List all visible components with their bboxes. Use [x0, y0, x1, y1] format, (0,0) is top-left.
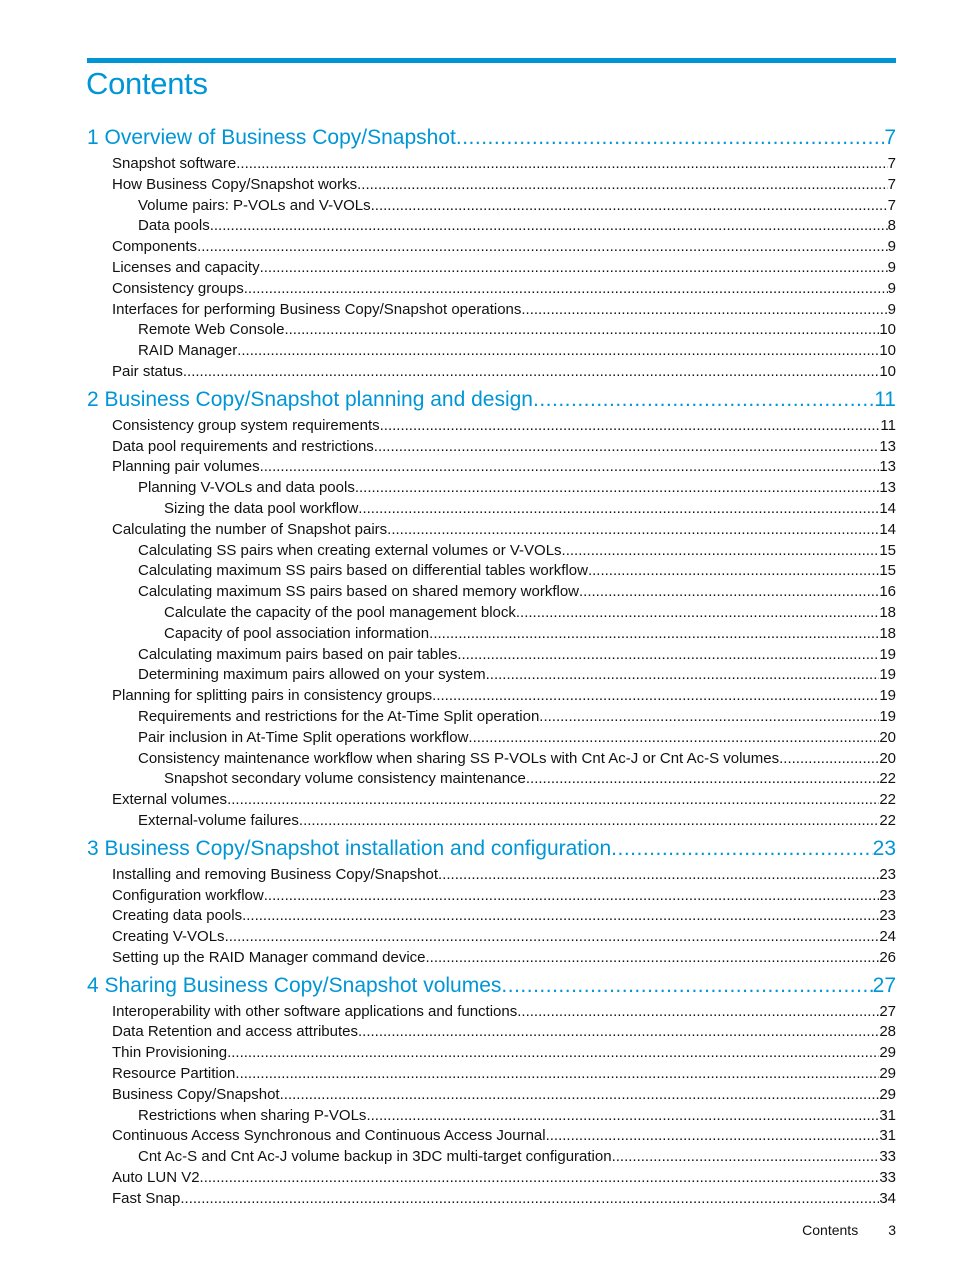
dot-leader [210, 216, 888, 237]
toc-section-entry-label: Snapshot software [112, 155, 237, 172]
dot-leader [562, 541, 880, 562]
toc-section-entry-page-number: 14 [879, 499, 896, 517]
toc-section-entry[interactable] [87, 279, 896, 300]
toc-section-entry[interactable] [87, 499, 896, 520]
dot-leader [516, 603, 879, 624]
dot-leader [180, 1189, 879, 1210]
toc-section-entry-label: Consistency maintenance workflow when sharing SS P-VOLs with Cnt Ac-J or Cnt Ac-S volumes [138, 749, 780, 767]
toc-section-entry-page-number: 9 [887, 238, 896, 256]
toc-section-entry-label: Business Copy/Snapshot [112, 1085, 280, 1103]
toc-section-entry-page-number: 22 [879, 791, 896, 809]
page-footer [802, 1222, 896, 1238]
toc-section-entry-page-number: 7 [887, 196, 896, 214]
dot-leader [284, 320, 879, 341]
dot-leader [371, 196, 888, 217]
dot-leader [225, 927, 880, 948]
dot-leader [299, 811, 879, 832]
toc-section-entry-label: Volume pairs: P-VOLs and V-VOLs [138, 196, 371, 214]
toc-section-entry-page-number: 20 [879, 728, 896, 746]
dot-leader [236, 154, 887, 175]
dot-leader [244, 279, 888, 300]
toc-chapter-entry-page-number: 11 [874, 387, 896, 411]
dot-leader [611, 832, 872, 865]
dot-leader [579, 582, 879, 603]
dot-leader [260, 457, 880, 478]
dot-leader [264, 886, 880, 907]
dot-leader [183, 362, 879, 383]
toc-section-entry-page-number: 22 [879, 811, 896, 829]
toc-section-entry-label: Capacity of pool association information [164, 624, 430, 642]
toc-section-entry[interactable] [87, 1106, 896, 1127]
toc-section-entry[interactable] [87, 300, 896, 321]
toc-section-entry[interactable] [87, 1085, 896, 1106]
toc-section-entry[interactable] [87, 624, 896, 645]
dot-leader [501, 969, 872, 1002]
dot-leader [426, 948, 880, 969]
toc-section-entry-page-number: 13 [879, 437, 896, 455]
toc-chapter-entry-label: 2 Business Copy/Snapshot planning and design [87, 387, 533, 411]
dot-leader [456, 121, 884, 154]
toc-section-entry-page-number: 18 [879, 603, 896, 621]
toc-section-entry[interactable] [87, 175, 896, 196]
toc-section-entry-page-number: 8 [887, 217, 896, 235]
toc-section-entry-page-number: 23 [879, 907, 896, 925]
toc-chapter-entry-page-number: 7 [884, 126, 896, 149]
toc-section-entry-page-number: 18 [879, 624, 896, 642]
toc-section-entry[interactable] [87, 948, 896, 969]
toc-section-entry-label: Calculating SS pairs when creating external volumes or V-VOLs [138, 541, 562, 559]
dot-leader [468, 728, 879, 749]
toc-section-entry[interactable] [87, 196, 896, 217]
toc-section-entry-label: Pair inclusion in At-Time Split operations workflow [138, 728, 469, 746]
top-rule [87, 58, 896, 63]
toc-section-entry-page-number: 20 [879, 749, 896, 767]
toc-section-entry-page-number: 19 [879, 687, 896, 705]
toc-section-entry[interactable] [87, 1022, 896, 1043]
toc-section-entry[interactable] [87, 1064, 896, 1085]
toc-section-entry-label: Setting up the RAID Manager command device [112, 948, 426, 966]
dot-leader [358, 1022, 879, 1043]
toc-section-entry[interactable] [87, 561, 896, 582]
toc-section-entry-label: Calculating maximum SS pairs based on differential tables workflow [138, 562, 588, 580]
toc-section-entry-label: Calculating the number of Snapshot pairs [112, 520, 388, 538]
toc-section-entry[interactable] [87, 216, 896, 237]
dot-leader [517, 1002, 879, 1023]
toc-section-entry[interactable] [87, 258, 896, 279]
toc-section-entry[interactable] [87, 1043, 896, 1064]
dot-leader [227, 790, 879, 811]
toc-section-entry-label: RAID Manager [138, 342, 238, 360]
dot-leader [612, 1147, 880, 1168]
toc-section-entry-page-number: 33 [879, 1148, 896, 1166]
toc-section-entry[interactable] [87, 341, 896, 362]
toc-section-entry[interactable] [87, 811, 896, 832]
toc-section-entry-page-number: 13 [879, 458, 896, 476]
dot-leader [526, 769, 879, 790]
toc-section-entry[interactable] [87, 457, 896, 478]
toc-section-entry-label: Data Retention and access attributes [112, 1023, 358, 1041]
toc-section-entry[interactable] [87, 520, 896, 541]
toc-section-entry[interactable] [87, 1002, 896, 1023]
toc-chapter-entry-page-number: 23 [872, 836, 896, 860]
toc-section-entry[interactable] [87, 478, 896, 499]
toc-section-entry-page-number: 26 [879, 948, 896, 966]
toc-section-entry-label: Interfaces for performing Business Copy/Snapshot operations [112, 300, 522, 318]
toc-section-entry-page-number: 34 [879, 1189, 896, 1207]
dot-leader [380, 416, 881, 437]
toc-section-entry-label: Planning pair volumes [112, 458, 260, 476]
dot-leader [374, 437, 880, 458]
toc-chapter-entry[interactable] [87, 383, 896, 416]
toc-section-entry-page-number: 29 [879, 1065, 896, 1083]
page-title: Contents [86, 66, 208, 101]
toc-section-entry-page-number: 27 [879, 1002, 896, 1020]
toc-section-entry-page-number: 7 [887, 155, 896, 172]
dot-leader [588, 561, 879, 582]
dot-leader [387, 520, 879, 541]
toc-section-entry[interactable] [87, 1189, 896, 1210]
dot-leader [197, 237, 888, 258]
dot-leader [200, 1168, 880, 1189]
toc-section-entry[interactable] [87, 1126, 896, 1147]
toc-section-entry-page-number: 10 [879, 342, 896, 360]
toc-section-entry-label: External-volume failures [138, 811, 299, 829]
toc-section-entry[interactable] [87, 603, 896, 624]
toc-section-entry[interactable] [87, 1147, 896, 1168]
toc-section-entry[interactable] [87, 886, 896, 907]
toc-section-entry-page-number: 23 [879, 865, 896, 883]
toc-section-entry-label: Restrictions when sharing P-VOLs [138, 1106, 367, 1124]
dot-leader [533, 383, 874, 416]
dot-leader [358, 499, 879, 520]
toc-section-entry[interactable] [87, 906, 896, 927]
footer-section-label: Contents [802, 1222, 859, 1238]
toc-chapter-entry[interactable] [87, 121, 896, 154]
toc-section-entry-page-number: 22 [879, 770, 896, 788]
dot-leader [260, 258, 888, 279]
dot-leader [432, 686, 879, 707]
toc-section-entry-label: Calculating maximum SS pairs based on shared memory workflow [138, 583, 580, 601]
toc-section-entry-label: Installing and removing Business Copy/Snapshot [112, 865, 439, 883]
dot-leader [237, 341, 879, 362]
toc-section-entry-page-number: 19 [879, 666, 896, 684]
toc-section-entry-label: Configuration workflow [112, 886, 264, 904]
toc-chapter-entry-label: 3 Business Copy/Snapshot installation and configuration [87, 836, 612, 860]
toc-section-entry-page-number: 29 [879, 1044, 896, 1062]
dot-leader [235, 1064, 879, 1085]
toc-section-entry[interactable] [87, 541, 896, 562]
toc-section-entry-page-number: 16 [879, 583, 896, 601]
toc-section-entry[interactable] [87, 1168, 896, 1189]
toc-section-entry-label: Cnt Ac-S and Cnt Ac-J volume backup in 3DC multi-target configuration [138, 1148, 612, 1166]
toc-section-entry-label: How Business Copy/Snapshot works [112, 175, 358, 193]
toc-chapter-entry-label: 4 Sharing Business Copy/Snapshot volumes [87, 973, 502, 997]
dot-leader [366, 1106, 879, 1127]
dot-leader [779, 749, 879, 770]
table-of-contents [87, 121, 896, 1210]
dot-leader [280, 1085, 880, 1106]
toc-section-entry[interactable] [87, 320, 896, 341]
toc-section-entry-page-number: 9 [887, 258, 896, 276]
dot-leader [357, 175, 888, 196]
toc-section-entry-label: Snapshot secondary volume consistency maintenance [164, 770, 526, 788]
dot-leader [486, 665, 880, 686]
toc-section-entry[interactable] [87, 154, 896, 175]
dot-leader [521, 300, 887, 321]
toc-section-entry-label: Thin Provisioning [112, 1044, 228, 1062]
toc-section-entry-page-number: 19 [879, 707, 896, 725]
toc-section-entry[interactable] [87, 686, 896, 707]
dot-leader [457, 645, 879, 666]
toc-section-entry-page-number: 15 [879, 541, 896, 559]
toc-section-entry-label: Calculate the capacity of the pool management block [164, 603, 516, 621]
toc-section-entry-page-number: 31 [879, 1106, 896, 1124]
toc-chapter-entry-label: 1 Overview of Business Copy/Snapshot [87, 126, 456, 149]
toc-section-entry-label: Data pool requirements and restrictions [112, 437, 374, 455]
toc-section-entry-page-number: 13 [879, 479, 896, 497]
toc-section-entry-page-number: 19 [879, 645, 896, 663]
toc-section-entry-label: Requirements and restrictions for the At-Time Split operation [138, 707, 540, 725]
toc-section-entry-page-number: 9 [887, 300, 896, 318]
toc-section-entry-label: Licenses and capacity [112, 258, 260, 276]
dot-leader [355, 478, 879, 499]
toc-section-entry-label: Fast Snap [112, 1189, 181, 1207]
toc-section-entry-page-number: 10 [879, 362, 896, 380]
toc-section-entry[interactable] [87, 728, 896, 749]
toc-section-entry[interactable] [87, 362, 896, 383]
toc-section-entry-label: Auto LUN V2 [112, 1169, 200, 1187]
toc-section-entry-label: Sizing the data pool workflow [164, 499, 359, 517]
toc-section-entry-label: Planning V-VOLs and data pools [138, 479, 355, 497]
toc-chapter-entry[interactable] [87, 969, 896, 1002]
toc-section-entry-page-number: 29 [879, 1085, 896, 1103]
dot-leader [546, 1126, 880, 1147]
toc-section-entry[interactable] [87, 769, 896, 790]
toc-section-entry[interactable] [87, 790, 896, 811]
toc-section-entry-page-number: 14 [879, 520, 896, 538]
dot-leader [227, 1043, 879, 1064]
toc-section-entry-label: Resource Partition [112, 1065, 236, 1083]
toc-section-entry-label: Remote Web Console [138, 321, 285, 339]
toc-chapter-entry-page-number: 27 [872, 973, 896, 997]
footer-page-number: 3 [888, 1222, 896, 1238]
toc-section-entry[interactable] [87, 749, 896, 770]
dot-leader [429, 624, 879, 645]
toc-section-entry-label: Creating V-VOLs [112, 928, 225, 946]
dot-leader [539, 707, 879, 728]
dot-leader [438, 865, 879, 886]
toc-section-entry-label: External volumes [112, 791, 228, 809]
toc-section-entry[interactable] [87, 865, 896, 886]
toc-section-entry-label: Pair status [112, 362, 183, 380]
toc-section-entry-page-number: 7 [887, 175, 896, 193]
toc-section-entry[interactable] [87, 707, 896, 728]
toc-section-entry-label: Components [112, 238, 198, 256]
toc-section-entry[interactable] [87, 237, 896, 258]
toc-section-entry-label: Planning for splitting pairs in consistency groups [112, 687, 433, 705]
toc-section-entry-page-number: 11 [880, 416, 896, 434]
toc-section-entry-page-number: 24 [879, 928, 896, 946]
toc-section-entry-page-number: 10 [879, 321, 896, 339]
toc-section-entry-label: Consistency group system requirements [112, 416, 380, 434]
toc-section-entry-label: Interoperability with other software applications and functions [112, 1002, 518, 1020]
toc-section-entry[interactable] [87, 416, 896, 437]
toc-section-entry-label: Determining maximum pairs allowed on your system [138, 666, 486, 684]
toc-section-entry[interactable] [87, 645, 896, 666]
toc-section-entry-page-number: 28 [879, 1023, 896, 1041]
toc-section-entry-label: Continuous Access Synchronous and Continuous Access Journal [112, 1127, 546, 1145]
toc-section-entry-label: Calculating maximum pairs based on pair tables [138, 645, 458, 663]
toc-section-entry-page-number: 31 [879, 1127, 896, 1145]
toc-section-entry-page-number: 9 [887, 279, 896, 297]
toc-section-entry[interactable] [87, 437, 896, 458]
toc-section-entry[interactable] [87, 927, 896, 948]
toc-chapter-entry[interactable] [87, 832, 896, 865]
toc-section-entry-page-number: 33 [879, 1169, 896, 1187]
toc-section-entry-page-number: 23 [879, 886, 896, 904]
toc-section-entry[interactable] [87, 665, 896, 686]
toc-section-entry-label: Consistency groups [112, 279, 244, 297]
toc-section-entry-label: Data pools [138, 217, 210, 235]
toc-section-entry-label: Creating data pools [112, 907, 243, 925]
toc-section-entry[interactable] [87, 582, 896, 603]
dot-leader [242, 906, 879, 927]
toc-section-entry-page-number: 15 [879, 562, 896, 580]
